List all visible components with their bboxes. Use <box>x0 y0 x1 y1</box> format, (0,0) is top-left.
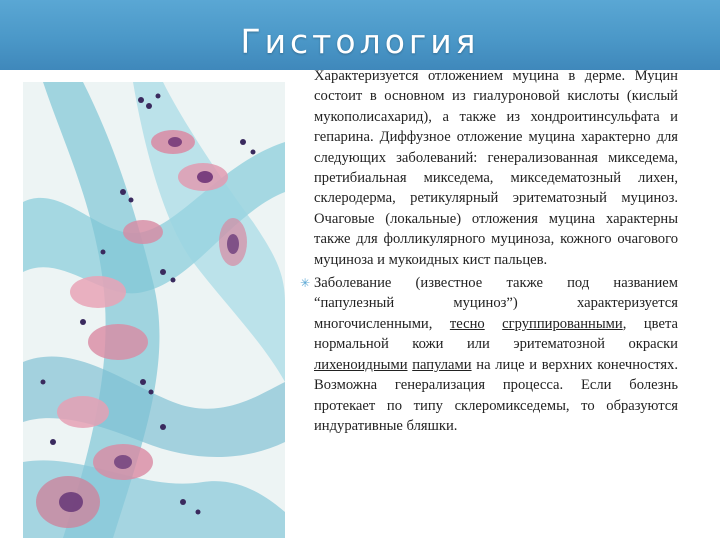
paragraph-2 <box>300 273 678 436</box>
paragraph-2-text: Заболевание (известное также под названием “папулезный муциноз”) характеризуется многочисленными, тесно сгруппированными, цвета нормальной кожи или эритематозной окраски лихеноидными папулами на лице и верхних конечностях. Возможна генерализация процесса. Если болезнь протекает по типу склеромикседемы, то образуются индуративные бляшки. <box>314 275 678 434</box>
link-tesno[interactable]: тесно <box>449 315 485 332</box>
bullet-icon: ✳ <box>300 276 311 291</box>
slide-title: Гистология <box>240 22 480 61</box>
paragraph-1-text: Характеризуется отложением муцина в дерме. Муцин состоит в основном из гиалуроновой кислоты (кислый мукополисахарид), а также из хондроитинсульфата и гепарина. Диффузное отложение муцина характерно для следующих заболеваний: генерализованная микседема, претибиальная микседема, микседематозный лихен, склеродерма, ретикулярный эритематозный муциноз. Очаговые (локальные) отложения муцина характерны также для фолликулярного муциноза, кожного очагового муциноза и мукоидных кист пальцев. <box>314 68 678 268</box>
link-likhenoidnymi[interactable]: лихеноидными <box>314 356 408 373</box>
link-papulami[interactable]: папулами <box>412 356 472 373</box>
histology-micrograph-image <box>23 82 285 538</box>
slide-body <box>300 66 678 436</box>
paragraph-1 <box>300 66 678 270</box>
link-sgruppirovannymi[interactable]: сгруппированными <box>502 315 623 332</box>
